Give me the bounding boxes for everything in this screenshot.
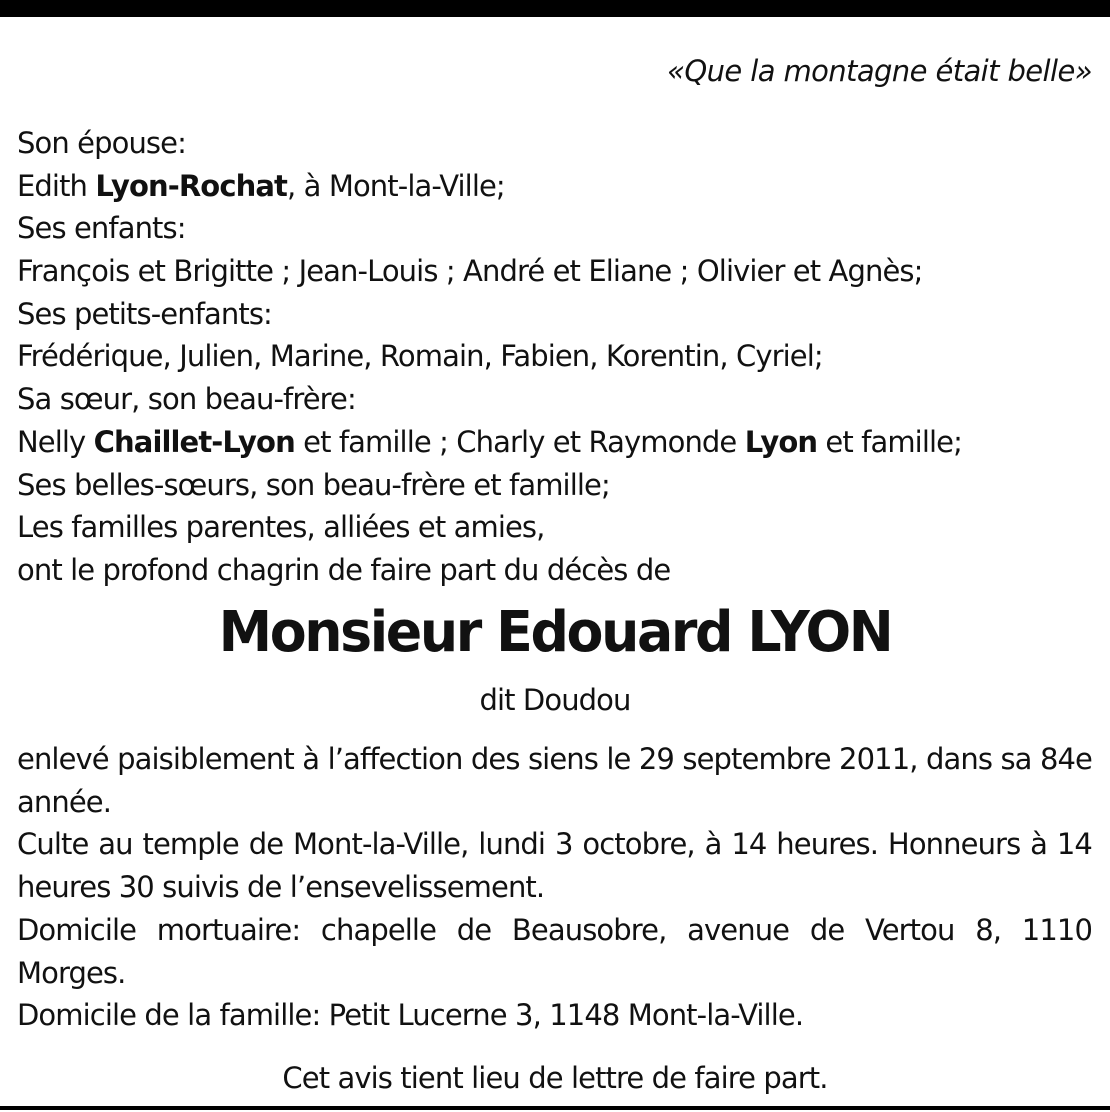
bottom-rule: [0, 1106, 1110, 1110]
line-text: et famille;: [817, 424, 962, 459]
line-text: Sa sœur, son beau-frère:: [17, 382, 356, 417]
family-list: [17, 122, 1097, 592]
line-text: Nelly: [17, 424, 94, 459]
line-text: Frédérique, Julien, Marine, Romain, Fabien, Korentin, Cyriel;: [17, 339, 823, 374]
line-text: , à Mont-la-Ville;: [287, 168, 505, 203]
family-line: [17, 335, 1097, 378]
family-line: [17, 378, 1097, 421]
family-line: [17, 165, 1097, 208]
line-text: Les familles parentes, alliées et amies,: [17, 510, 545, 545]
death-date-paragraph: enlevé paisiblement à l’affection des siens le 29 septembre 2011, dans sa 84e année.: [17, 742, 1092, 819]
funeral-details: [17, 738, 1092, 1037]
line-text: Son épouse:: [17, 126, 186, 160]
line-text: François et Brigitte ; Jean-Louis ; André et Eliane ; Olivier et Agnès;: [17, 254, 923, 289]
family-line: [17, 293, 1097, 336]
deceased-name: Monsieur Edouard LYON: [218, 600, 892, 665]
line-text: Ses belles-sœurs, son beau-frère et famille;: [17, 467, 610, 502]
family-line: [17, 421, 1097, 464]
family-line: [17, 207, 1097, 250]
closing-note: Cet avis tient lieu de lettre de faire part.: [282, 1061, 828, 1095]
surname-bold: Lyon: [744, 424, 818, 459]
service-paragraph: Culte au temple de Mont-la-Ville, lundi 3 octobre, à 14 heures. Honneurs à 14 heures 30 suivis de l’ensevelissement.: [17, 827, 1092, 905]
family-line: [17, 250, 1097, 293]
family-line: [17, 549, 1097, 592]
nickname: dit Doudou: [479, 683, 631, 717]
family-line: [17, 122, 1097, 165]
family-address-paragraph: Domicile de la famille: Petit Lucerne 3, 1148 Mont-la-Ville.: [17, 998, 804, 1033]
line-text: Edith: [17, 168, 96, 203]
line-text: Ses enfants:: [17, 211, 186, 246]
line-text: ont le profond chagrin de faire part du décès de: [17, 552, 671, 587]
surname-bold: Lyon-Rochat: [95, 168, 288, 203]
family-line: [17, 506, 1097, 549]
line-text: et famille ; Charly et Raymonde: [294, 424, 745, 459]
line-text: Ses petits-enfants:: [17, 296, 272, 331]
surname-bold: Chaillet-Lyon: [93, 424, 295, 459]
epigraph-quote: «Que la montagne était belle»: [667, 54, 1092, 88]
top-rule: [0, 0, 1110, 17]
family-line: [17, 464, 1097, 507]
mortuary-paragraph: Domicile mortuaire: chapelle de Beausobre, avenue de Vertou 8, 1110 Morges.: [17, 912, 1092, 990]
